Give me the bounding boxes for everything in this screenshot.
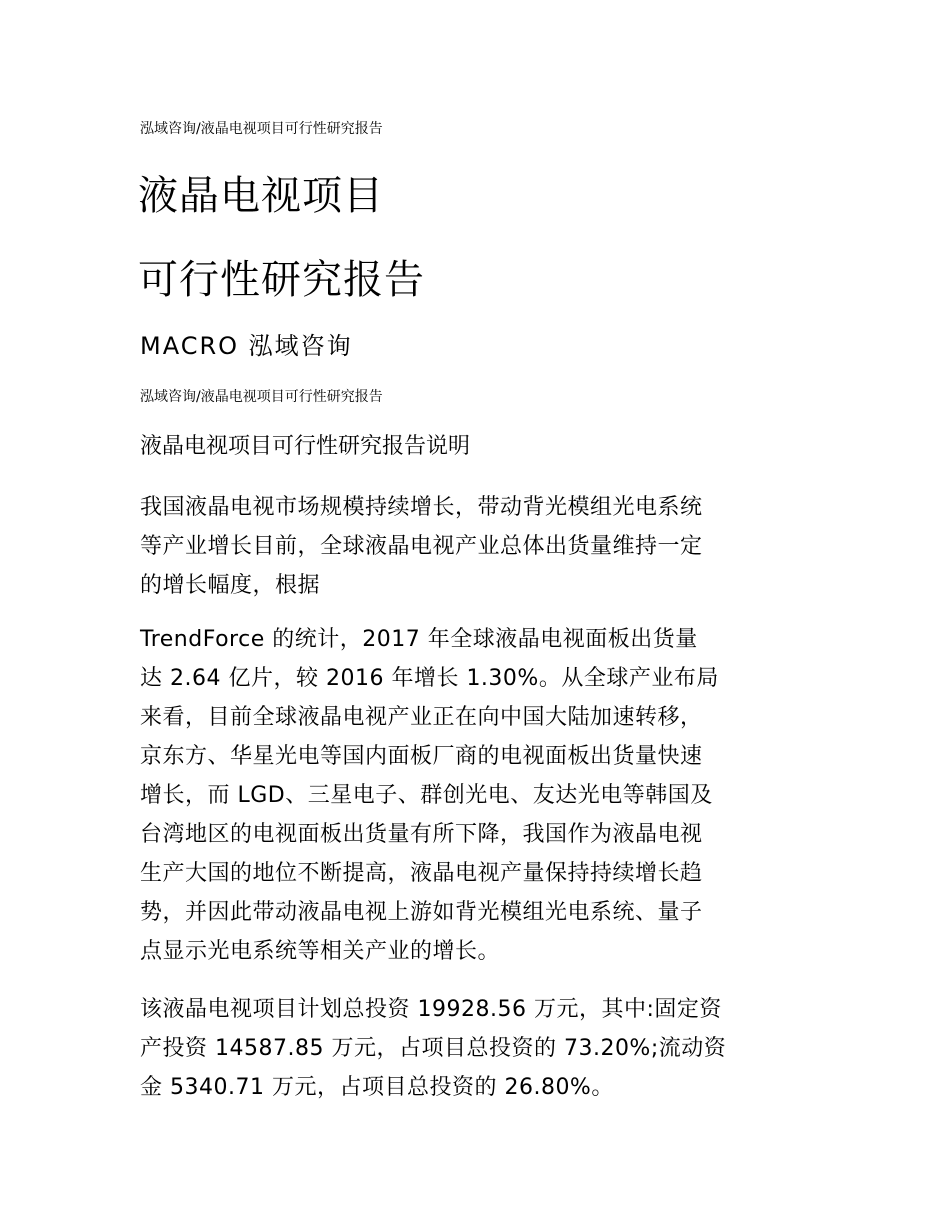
paragraph-market-growth bbox=[140, 488, 810, 605]
paragraph-line: 京东方、华星光电等国内面板厂商的电视面板出货量快速 bbox=[140, 744, 703, 769]
paragraph-line: 势，并因此带动液晶电视上游如背光模组光电系统、量子 bbox=[140, 900, 703, 925]
paragraph-line: 增长，而 LGD、三星电子、群创光电、友达光电等韩国及 bbox=[140, 783, 713, 808]
paragraph-line: 金 5340.71 万元，占项目总投资的 26.80%。 bbox=[140, 1075, 614, 1100]
running-header: 泓域咨询/液晶电视项目可行性研究报告 bbox=[140, 121, 383, 137]
paragraph-line: 该液晶电视项目计划总投资 19928.56 万元，其中:固定资 bbox=[140, 997, 722, 1022]
paragraph-line: 产投资 14587.85 万元，占项目总投资的 73.20%;流动资 bbox=[140, 1036, 727, 1061]
paragraph-line: 来看，目前全球液晶电视产业正在向中国大陆加速转移， bbox=[140, 705, 703, 730]
paragraph-line: 点显示光电系统等相关产业的增长。 bbox=[140, 939, 501, 964]
paragraph-line: 等产业增长目前，全球液晶电视产业总体出货量维持一定 bbox=[140, 534, 703, 559]
paragraph-line: 的增长幅度，根据 bbox=[140, 573, 321, 598]
paragraph-line: 台湾地区的电视面板出货量有所下降，我国作为液晶电视 bbox=[140, 822, 703, 847]
cover-title-line-1: 液晶电视项目 bbox=[138, 173, 384, 219]
brand-name: MACRO 泓域咨询 bbox=[140, 332, 353, 360]
section-running-header: 泓域咨询/液晶电视项目可行性研究报告 bbox=[140, 389, 383, 405]
paragraph-line: 达 2.64 亿片，较 2016 年增长 1.30%。从全球产业布局 bbox=[140, 666, 719, 691]
cover-title-line-2: 可行性研究报告 bbox=[138, 257, 425, 303]
paragraph-trendforce-stats bbox=[140, 620, 810, 971]
paragraph-investment bbox=[140, 990, 810, 1107]
paragraph-line: 我国液晶电视市场规模持续增长，带动背光模组光电系统 bbox=[140, 495, 703, 520]
section-heading: 液晶电视项目可行性研究报告说明 bbox=[140, 434, 471, 459]
paragraph-line: 生产大国的地位不断提高，液晶电视产量保持持续增长趋 bbox=[140, 861, 703, 886]
paragraph-line: TrendForce 的统计，2017 年全球液晶电视面板出货量 bbox=[140, 627, 698, 652]
